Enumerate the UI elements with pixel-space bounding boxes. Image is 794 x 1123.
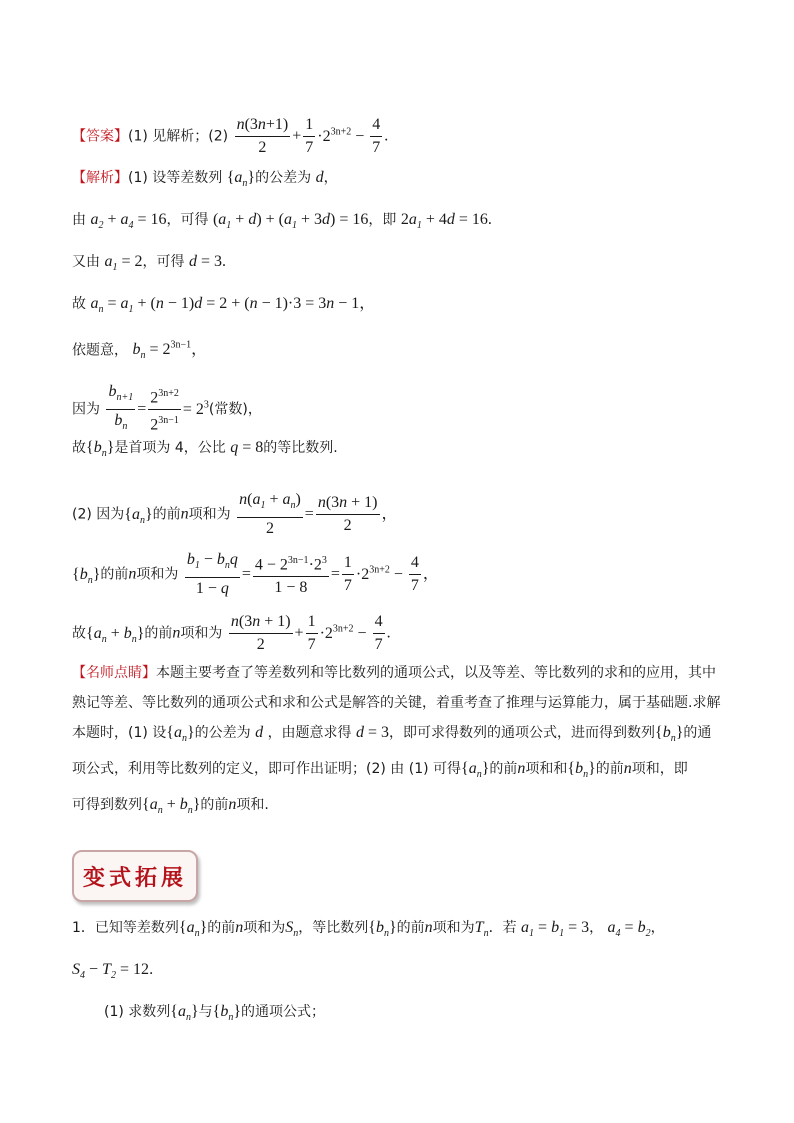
answer-label: 【答案】 <box>72 128 128 145</box>
comment-label: 【名师点睛】 <box>72 665 156 681</box>
analysis-line-10: 故$\{a_n + b_n\}$的前n项和为 $\frac{n(3n + 1)}{2}$ + $\frac{1}{7}$ $\cdot 2^{3n+2}$ − $\frac{4}{7}$ . <box>72 613 391 653</box>
analysis-line-4: 故 $a_n = a_1 + (n - 1)d = 2 + (n - 1)\cdot 3 = 3n - 1$， <box>72 295 376 316</box>
analysis-line-3: 又由 $a_1 = 2$，可得 d = 3. <box>72 253 226 274</box>
problem-line-1: 1．已知等差数列$\{a_n\}$的前n项和为$S_n$，等比数列$\{b_n\}$的前n项和为$T_n$．若 $a_1 = b_1 = 3$， $a_4 = b_2$， <box>72 919 665 940</box>
analysis-label: 【解析】 <box>72 170 128 186</box>
problem-line-2: $S_4 - T_2 = 12$． <box>72 961 163 982</box>
answer-formula: $\frac{n(3n+1)}{2}$ <box>236 116 289 156</box>
analysis-line-7: 故$\{b_n\}$是首项为 4，公比 q = 8的等比数列. <box>72 439 338 460</box>
analysis-line-5: 依题意， $b_n = 2^{3n-1}$， <box>72 340 208 362</box>
analysis-line-9: $\{b_n\}$的前n项和为 $\frac{b_1 - b_nq}{1 - q}$ = $\frac{4 - 2^{3n-1}\cdot 2^3}{1 - 8}$ = $\frac{1}{7}$ $\cdot 2^{3n+2}$ − $\frac{4}{7}$ ， <box>72 551 439 598</box>
section-title: 变式拓展 <box>82 864 187 891</box>
analysis-line-8: (2) 因为$\{a_n\}$的前n项和为 $\frac{n(a_1 + a_n)}{2}$ = $\frac{n(3n + 1)}{2}$ ， <box>72 491 398 538</box>
answer-part1: (1) 见解析； <box>128 128 209 145</box>
teacher-comment: 【名师点睛】本题主要考查了等差数列和等比数列的通项公式，以及等差、等比数列的求和的应用，其中 熟记等差、等比数列的通项公式和求和公式是解答的关键，着重考查了推理与运算能力，属于基础题.求解 本题时，(1) 设$\{a_n\}$的公差为 d ，由题意求得 d = 3，即可求得数列的通项公式，进而得到数列$\{b_n\}$的通 项公式，利用等比数列的定义，即可作出证明；(2) 由 (1) 可得$\{a_n\}$的前n项和和$\{b_n\}$的前n项和，即 可得到数列$\{a_n + b_n\}$的前n项和. <box>72 665 721 817</box>
answer-part2: (2) <box>208 128 229 145</box>
section-badge <box>72 850 198 902</box>
analysis-line-6: 因为 $\frac{b_{n+1}}{b_n}$ = $\frac{2^{3n+2}}{2^{3n-1}}$ = $2^3$(常数)， <box>72 383 262 434</box>
answer-line: 【答案】(1) 见解析；(2) $\frac{n(3n+1)}{2}$ + $\frac{1}{7}$ $\cdot 2^{3n+2}$ − $\frac{4}{7}$ . <box>72 116 389 156</box>
analysis-line-2: 由 $a_2 + a_4 = 16$，可得 $(a_1 + d) + (a_1 + 3d) = 16$，即 $2a_1 + 4d = 16$. <box>72 211 492 232</box>
problem-question-1: (1) 求数列$\{a_n\}$与$\{b_n\}$的通项公式； <box>104 1003 326 1024</box>
analysis-line-1: 【解析】(1) 设等差数列 $\{a_n\}$的公差为 d， <box>72 169 338 190</box>
